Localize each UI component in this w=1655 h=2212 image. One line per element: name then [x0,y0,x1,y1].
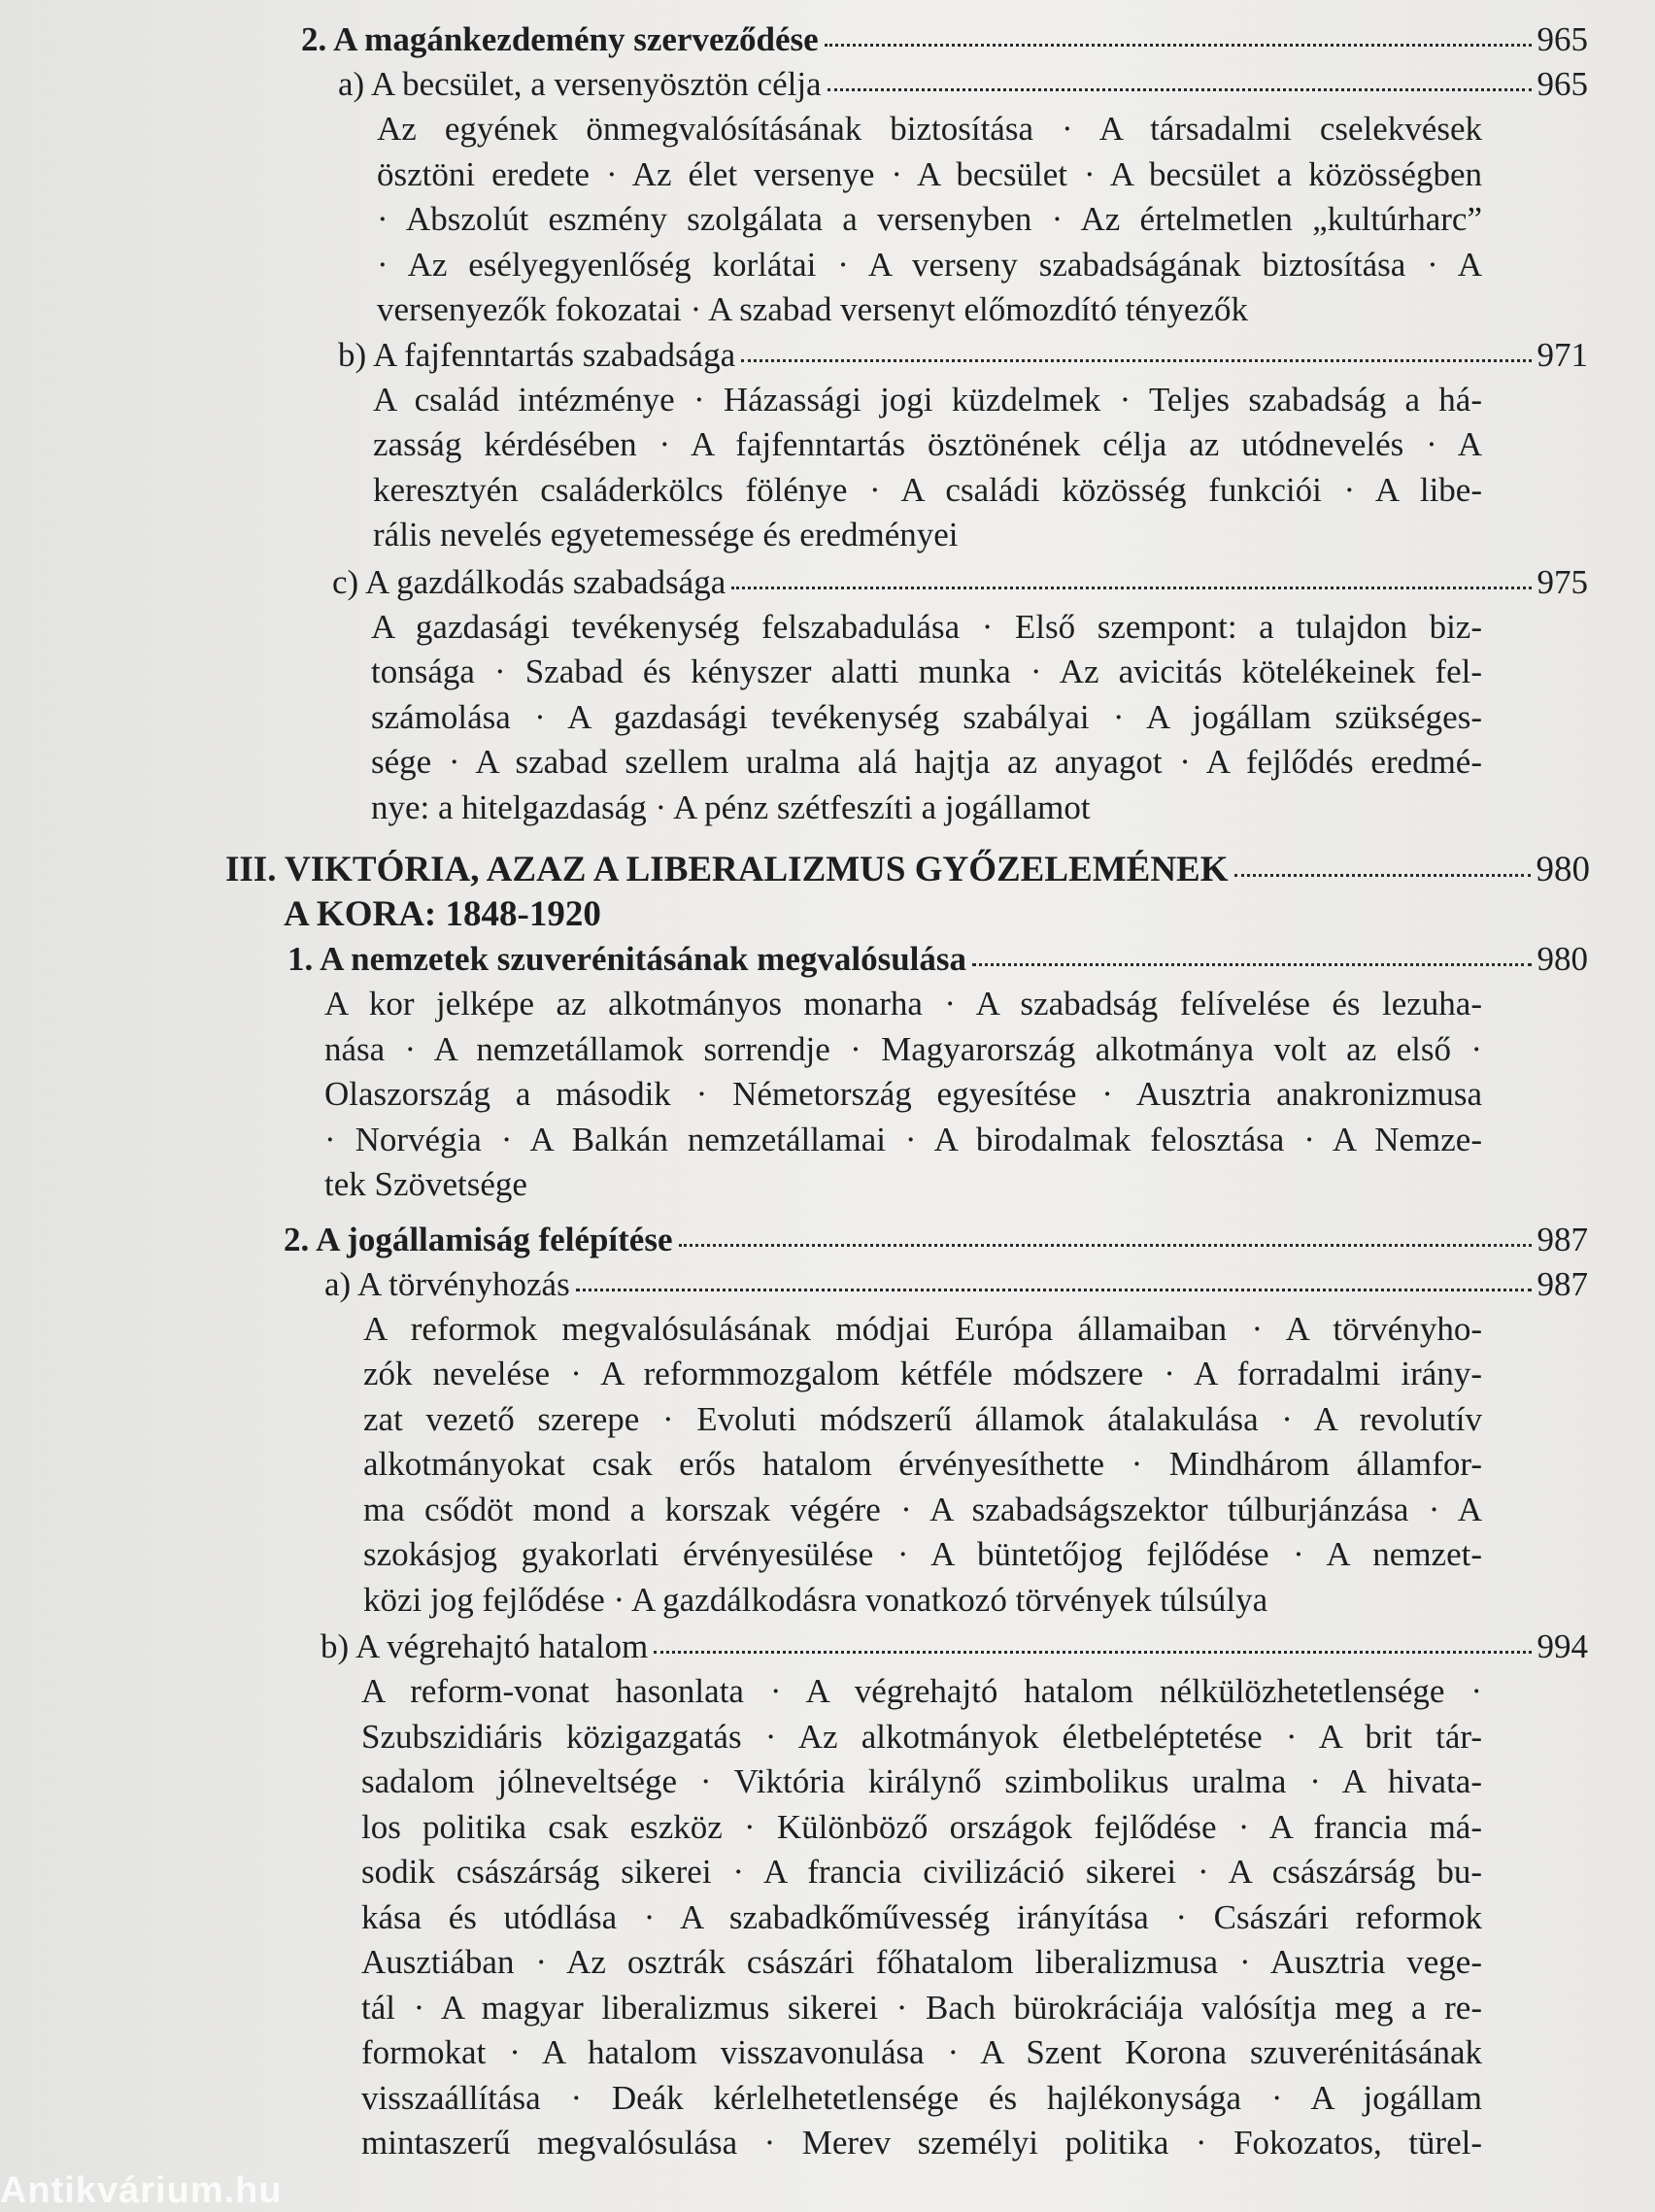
description-line: · Az esélyegyenlőség korlátai · A verseny szabadságának biztosítása · A [377,245,1482,284]
dot-leader [654,1651,1531,1654]
toc-entry-2b [321,1625,1588,1669]
description-line: szokásjog gyakorlati érvényesülése · A büntetőjog fejlődése · A nemzet- [363,1535,1482,1573]
toc-page-number: 975 [1537,562,1588,601]
description-line: nye: a hitelgazdaság · A pénz szétfeszíti a jogállamot [371,788,1091,826]
description-line: zók nevelése · A reformmozgalom kétféle módszere · A forradalmi irány- [363,1355,1482,1392]
dot-leader [1234,874,1531,877]
dot-leader [972,963,1531,966]
toc-page-number: 971 [1537,335,1588,374]
toc-entry-b [338,333,1588,378]
toc-page-number: 980 [1536,850,1590,889]
description-line: kása és utódlása · A szabadkőművesség irányítása · Császári reformok [361,1897,1482,1936]
description-line: zasság kérdésében · A fajfenntartás ösztönének célja az utódnevelés · A [373,425,1482,463]
part-title: III. VIKTÓRIA, AZAZ A LIBERALIZMUS GYŐZELEMÉNEK [225,850,1229,889]
dot-leader [731,587,1531,589]
dot-leader [576,1289,1532,1291]
toc-description-2b [361,1669,1482,2166]
description-line: versenyezők fokozatai · A szabad versenyt előmozdító tényezők [377,290,1249,328]
toc-label: a) A becsület, a versenyösztön célja [338,65,822,103]
table-of-contents [0,17,1655,2166]
toc-entry-chapter-1 [287,937,1588,982]
description-line: · Abszolút eszmény szolgálata a versenyben · Az értelmetlen „kultúrharc” [377,200,1482,238]
description-line: A reform-vonat hasonlata · A végrehajtó hatalom nélkülözhetetlensége · [361,1672,1482,1710]
toc-label: 2. A magánkezdemény szerveződése [301,20,819,58]
watermark-text: Antikvárium.hu [0,2170,283,2211]
toc-description-chapter-1 [324,982,1482,1208]
description-line: számolása · A gazdasági tevékenység szabályai · A jogállam szükséges- [371,697,1482,736]
toc-entry-c [332,560,1588,605]
description-line: formokat · A hatalom visszavonulása · A Szent Korona szuverénitásának [361,2033,1482,2071]
description-line: sodik császárság sikerei · A francia civilizáció sikerei · A császárság bu- [361,1853,1482,1891]
description-line: közi jog fejlődése · A gazdálkodásra vonatkozó törvények túlsúlya [363,1580,1268,1619]
description-line: Az egyének önmegvalósításának biztosítása · A társadalmi cselekvések [377,110,1482,148]
description-line: rális nevelés egyetemessége és eredményei [373,516,959,553]
description-line: alkotmányokat csak erős hatalom érvényesíthette · Mindhárom államfor- [363,1445,1482,1483]
description-line: keresztyén családerkölcs fölénye · A családi közösség funkciói · A libe- [373,470,1482,509]
toc-description-c [371,605,1482,831]
description-line: zat vezető szerepe · Evoluti módszerű államok átalakulása · A revolutív [363,1399,1482,1438]
description-line: tek Szövetsége [324,1165,527,1203]
toc-description-2a [363,1307,1482,1624]
description-line: nása · A nemzetállamok sorrendje · Magyarország alkotmánya volt az első · [324,1029,1482,1068]
dot-leader [825,44,1532,47]
toc-label: a) A törvényhozás [324,1264,570,1303]
toc-entry-a [338,62,1588,107]
dot-leader [828,88,1532,91]
toc-page-number: 980 [1537,940,1588,978]
toc-description-a [377,107,1482,333]
toc-description-b [373,378,1482,558]
description-line: A gazdasági tevékenység felszabadulása · Első szempont: a tulajdon biz- [371,607,1482,646]
dot-leader [741,359,1531,362]
toc-label: c) A gazdálkodás szabadsága [332,562,726,601]
description-line: los politika csak eszköz · Különböző országok fejlődése · A francia má- [361,1807,1482,1846]
toc-label: 2. A jogállamiság felépítése [284,1220,673,1258]
toc-label: 1. A nemzetek szuverénitásának megvalósulása [287,940,967,978]
toc-label: b) A végrehajtó hatalom [321,1627,649,1665]
toc-entry-section-2 [301,17,1588,62]
description-line: Ausztiában · Az osztrák császári főhatalom liberalizmusa · Ausztria vege- [361,1943,1482,1981]
toc-entry-chapter-2 [284,1218,1588,1262]
description-line: tonsága · Szabad és kényszer alatti munka · Az avicitás kötelékeinek fel- [371,653,1482,690]
toc-page-number: 987 [1537,1220,1588,1258]
description-line: ma csődöt mond a korszak végére · A szabadságszektor túlburjánzása · A [363,1490,1482,1528]
description-line: Olaszország a második · Németország egyesítése · Ausztria anakronizmusa [324,1075,1482,1113]
toc-part-3-subtitle [284,892,1655,937]
toc-page-number: 987 [1537,1264,1588,1303]
description-line: sadalom jólneveltsége · Viktória királynő szimbolikus uralma · A hivata- [361,1762,1482,1800]
toc-page-number: 965 [1537,65,1588,103]
description-line: A reformok megvalósulásának módjai Európa államaiban · A törvényho- [363,1309,1482,1348]
description-line: mintaszerű megvalósulása · Merev személyi politika · Fokozatos, türel- [361,2124,1482,2162]
description-line: Szubszidiáris közigazgatás · Az alkotmányok életbeléptetése · A brit tár- [361,1717,1482,1756]
toc-label: b) A fajfenntartás szabadsága [338,335,736,374]
toc-entry-2a [324,1262,1588,1307]
dot-leader [679,1244,1532,1247]
part-title-line-2: A KORA: 1848-1920 [284,894,601,934]
description-line: tál · A magyar liberalizmus sikerei · Bach bürokráciája valósítja meg a re- [361,1988,1482,2027]
description-line: visszaállítása · Deák kérlelhetetlensége és hajlékonysága · A jogállam [361,2078,1482,2117]
description-line: sége · A szabad szellem uralma alá hajtja az anyagot · A fejlődés eredmé- [371,743,1482,781]
toc-page-number: 994 [1537,1627,1588,1665]
description-line: A család intézménye · Házassági jogi küzdelmek · Teljes szabadság a há- [373,380,1482,419]
toc-part-3 [225,848,1590,892]
toc-page-number: 965 [1537,20,1588,58]
description-line: A kor jelképe az alkotmányos monarha · A szabadság felívelése és lezuha- [324,985,1482,1022]
description-line: ösztöni eredete · Az élet versenye · A becsület · A becsület a közösségben [377,154,1482,193]
description-line: · Norvégia · A Balkán nemzetállamai · A birodalmak felosztása · A Nemze- [324,1120,1482,1158]
